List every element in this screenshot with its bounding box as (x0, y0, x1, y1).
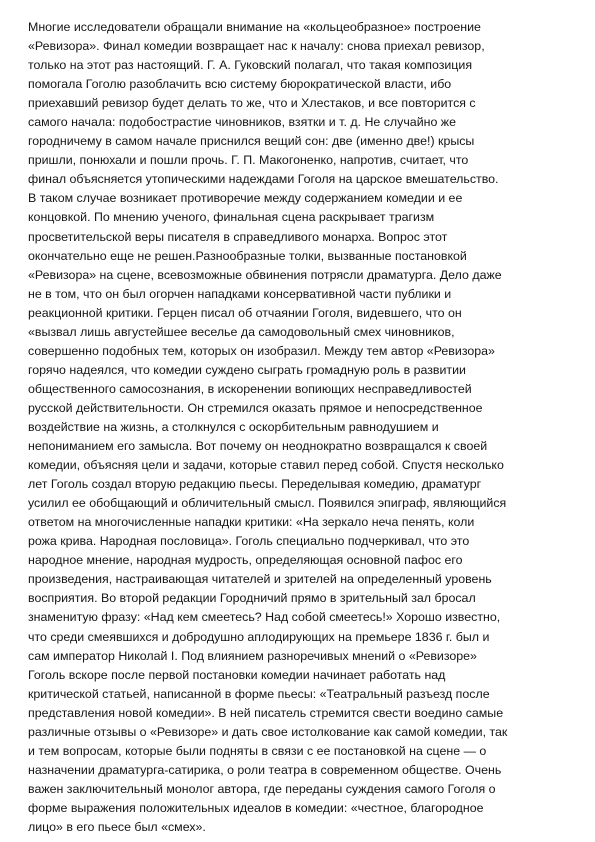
text-line-14: «Ревизора» на сцене, всевозможные обвинения потрясли драматурга. Дело даже (28, 267, 502, 282)
text-line-2: «Ревизора». Финал комедии возвращает нас к началу: снова приехал ревизор, (28, 39, 485, 54)
text-line-15: не в том, что он был огорчен нападками консервативной части публики и (28, 286, 452, 301)
text-line-25: лет Гоголь создал вторую редакцию пьесы. Переделывая комедию, драматург (28, 477, 482, 492)
text-line-12: просветительской веры писателя в справедливого монарха. Вопрос этот (28, 229, 448, 244)
text-line-43: лицо» в его пьесе был «смех». (28, 819, 206, 834)
text-line-27: ответом на многочисленные нападки критики: «На зеркало неча пенять, коли (28, 515, 475, 530)
text-line-28: рожа крива. Народная пословица». Гоголь специально подчеркивал, что это (28, 534, 470, 549)
text-line-4: помогала Гоголю разоблачить всю систему бюрократической власти, ибо (28, 77, 452, 92)
text-line-5: приехавший ревизор будет делать то же, что и Хлестаков, и все повторится с (28, 96, 476, 111)
text-line-24: комедии, объясняя цели и задачи, которые ставил перед собой. Спустя несколько (28, 458, 504, 473)
text-line-34: сам император Николай I. Под влиянием разноречивых мнений о «Ревизоре» (28, 648, 477, 663)
text-line-11: концовкой. По мнению ученого, финальная сцена раскрывает трагизм (28, 210, 435, 225)
text-line-10: В таком случае возникает противоречие между содержанием комедии и ее (28, 191, 463, 206)
text-line-21: русской действительности. Он стремился оказать прямое и непосредственное (28, 400, 483, 415)
text-line-42: форме выражения положительных идеалов в комедии: «честное, благородное (28, 800, 484, 815)
text-line-13: окончательно еще не решен.Разнообразные толки, вызванные постановкой (28, 248, 467, 263)
text-line-18: совершенно подобных тем, которых он изобразил. Между тем автор «Ревизора» (28, 343, 495, 358)
text-line-7: городничему в самом начале приснился вещий сон: две (именно две!) крысы (28, 134, 475, 149)
text-line-23: непониманием его замысла. Вот почему он неоднократно возвращался к своей (28, 439, 488, 454)
text-line-29: народное мнение, народная мудрость, определяющая основной пафос его (28, 553, 463, 568)
text-line-39: и тем вопросам, которые были подняты в связи с ее постановкой на сцене — о (28, 743, 487, 758)
text-line-6: самого начала: подобострастие чиновников, взятки и т. д. Не случайно же (28, 115, 456, 130)
text-line-33: что среди смеявшихся и добродушно аплодирующих на премьере 1836 г. был и (28, 629, 490, 644)
text-line-35: Гоголь вскоре после первой постановки комедии начинает работать над (28, 667, 446, 682)
text-line-22: воздействие на жизнь, а столкнулся с оскорбительным равнодушием и (28, 419, 439, 434)
text-line-31: восприятия. Во второй редакции Городничий прямо в зрительный зал бросал (28, 591, 476, 606)
text-line-20: общественного самосознания, в искоренении вопиющих несправедливостей (28, 381, 472, 396)
text-line-16: реакционной критики. Герцен писал об отчаянии Гоголя, видевшего, что он (28, 305, 462, 320)
text-line-32: знаменитую фразу: «Над кем смеетесь? Над собой смеетесь!» Хорошо известно, (28, 610, 501, 625)
text-line-26: усилил ее обобщающий и обличительный смысл. Появился эпиграф, являющийся (28, 496, 507, 511)
text-line-17: «вызвал лишь августейшее веселье да самодовольный смех чиновников, (28, 324, 455, 339)
text-line-38: различные отзывы о «Ревизоре» и дать свое истолкование как самой комедии, так (28, 724, 508, 739)
text-line-37: представления новой комедии». В ней писатель стремится свести воедино самые (28, 705, 504, 720)
text-line-30: произведения, настраивающая читателей и зрителей на определенный уровень (28, 572, 492, 587)
text-line-36: критической статьей, написанной в форме пьесы: «Театральный разъезд после (28, 686, 490, 701)
text-line-9: финал объясняется утопическими надеждами Гоголя на царское вмешательство. (28, 172, 499, 187)
text-line-41: важен заключительный монолог автора, где переданы суждения самого Гоголя о (28, 781, 496, 796)
body-text (28, 18, 576, 837)
text-line-8: пришли, понюхали и пошли прочь. Г. П. Макогоненко, напротив, считает, что (28, 153, 469, 168)
text-line-3: только на этот раз настоящий. Г. А. Гуковский полагал, что такая композиция (28, 58, 473, 73)
text-line-40: назначении драматурга-сатирика, о роли театра в современном обществе. Очень (28, 762, 502, 777)
text-line-19: горячо надеялся, что комедии суждено сыграть громадную роль в развитии (28, 362, 466, 377)
text-line-1: Многие исследователи обращали внимание на «кольцеобразное» построение (28, 20, 481, 34)
